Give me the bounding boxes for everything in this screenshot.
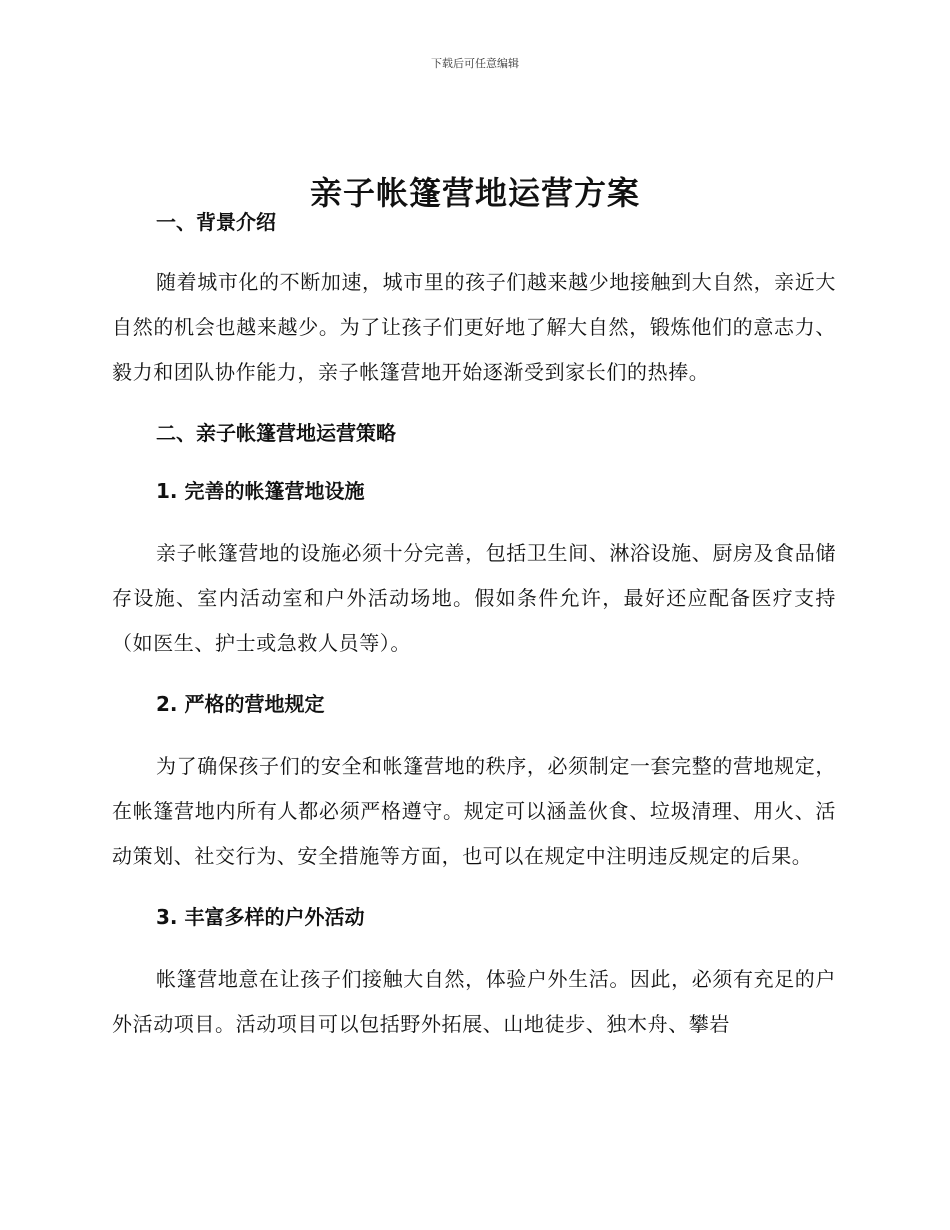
paragraph-outdoor-activities: 帐篷营地意在让孩子们接触大自然，体验户外生活。因此，必须有充足的户外活动项目。活动项目可以包括野外拓展、山地徒步、独木舟、攀岩 bbox=[112, 967, 836, 1036]
section-heading-background: 一、背景介绍 bbox=[156, 210, 276, 234]
document-title: 亲子帐篷营地运营方案 bbox=[309, 174, 640, 213]
paragraph-facilities: 亲子帐篷营地的设施必须十分完善，包括卫生间、淋浴设施、厨房及食品储存设施、室内活动室和户外活动场地。假如条件允许，最好还应配备医疗支持（如医生、护士或急救人员等）。 bbox=[112, 541, 836, 655]
subheading-facilities: 1. 完善的帐篷营地设施 bbox=[156, 479, 365, 503]
header-note: 下载后可任意编辑 bbox=[431, 57, 519, 70]
paragraph-background: 随着城市化的不断加速，城市里的孩子们越来越少地接触到大自然，亲近大自然的机会也越来越少。为了让孩子们更好地了解大自然，锻炼他们的意志力、毅力和团队协作能力，亲子帐篷营地开始逐渐受到家长们的热捧。 bbox=[112, 270, 836, 384]
subheading-rules: 2. 严格的营地规定 bbox=[156, 692, 325, 716]
section-heading-strategy: 二、亲子帐篷营地运营策略 bbox=[156, 421, 396, 445]
paragraph-rules: 为了确保孩子们的安全和帐篷营地的秩序，必须制定一套完整的营地规定，在帐篷营地内所有人都必须严格遵守。规定可以涵盖伙食、垃圾清理、用火、活动策划、社交行为、安全措施等方面，也可以在规定中注明违反规定的后果。 bbox=[112, 754, 836, 868]
document-body bbox=[112, 204, 836, 1047]
subheading-outdoor-activities: 3. 丰富多样的户外活动 bbox=[156, 905, 365, 929]
